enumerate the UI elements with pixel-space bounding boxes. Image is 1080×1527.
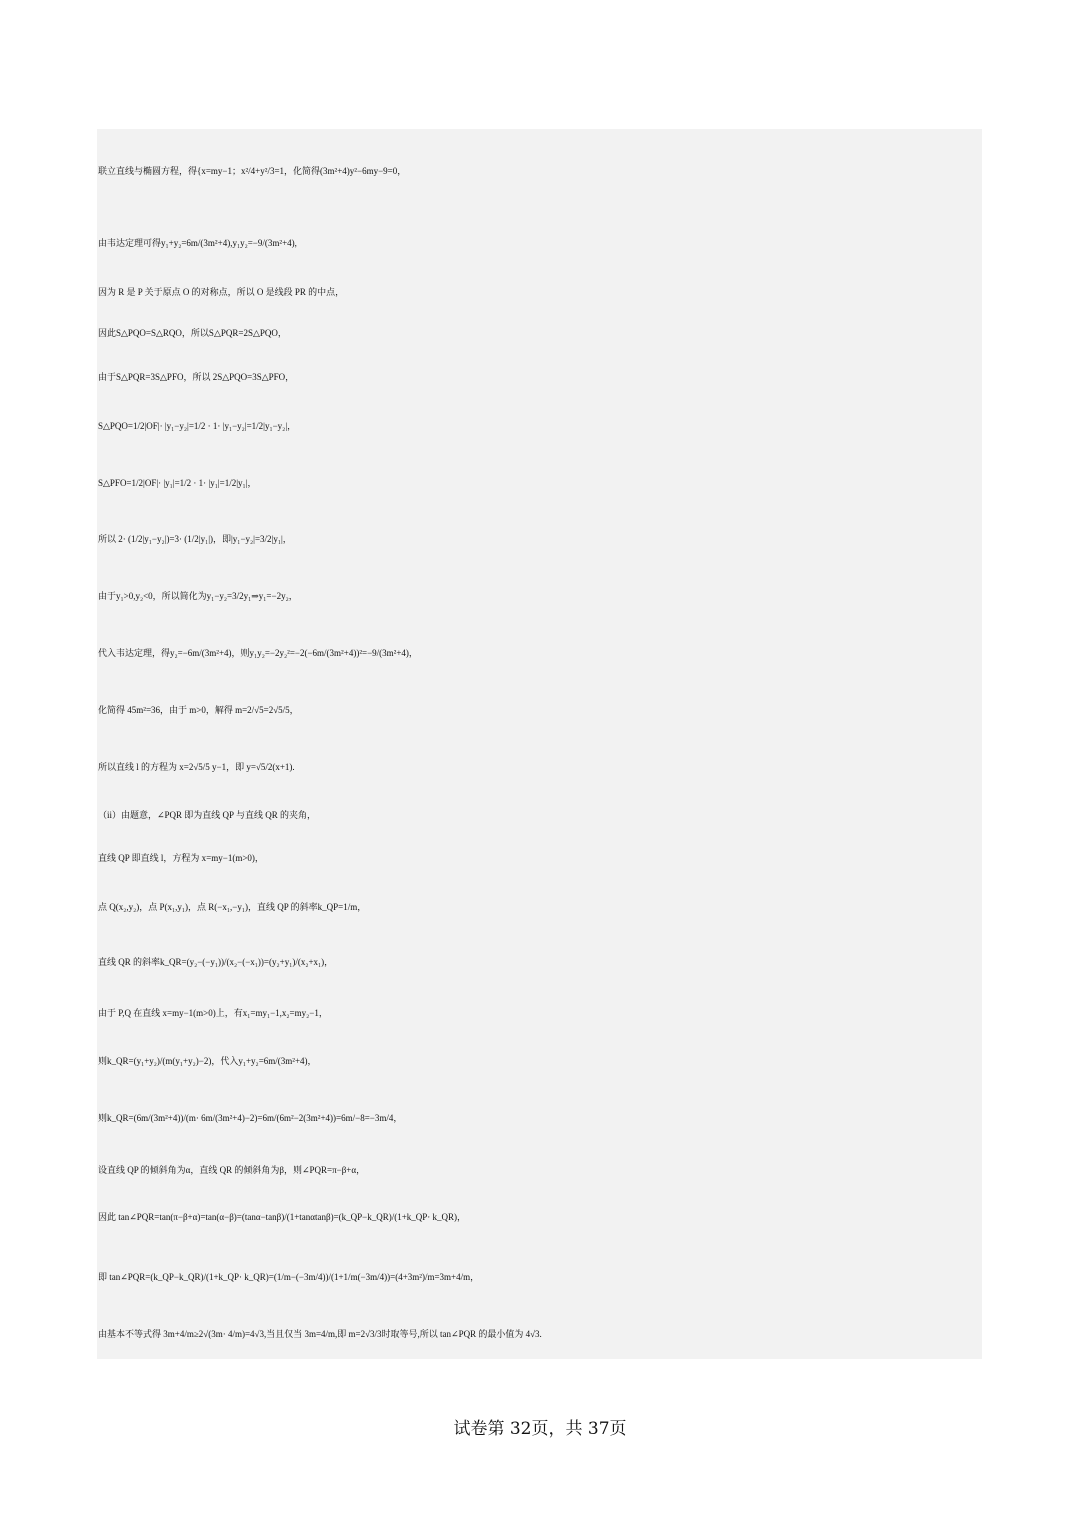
solution-line-1: 联立直线与椭圆方程，得{x=my−1；x²/4+y²/3=1，化简得(3m²+4)y²−6my−9=0， xyxy=(98,166,407,176)
solution-line-11: 化简得 45m²=36，由于 m>0，解得 m=2/√5=2√5/5， xyxy=(98,705,299,715)
solution-line-15: 点 Q(x₂,y₂)，点 P(x₁,y₁)，点 R(−x₁,−y₁)，直线 QP 的斜率k_QP=1/m， xyxy=(98,902,367,912)
solution-line-2: 由韦达定理可得y₁+y₂=6m/(3m²+4),y₁y₂=−9/(3m²+4), xyxy=(98,238,297,248)
solution-line-8: 所以 2· (1/2|y₁−y₂|)=3· (1/2|y₁|)，即|y₁−y₂|=3/2|y₁|， xyxy=(98,534,292,544)
solution-line-23: 由基本不等式得 3m+4/m≥2√(3m· 4/m)=4√3,当且仅当 3m=4/m,即 m=2√3/3时取等号,所以 tan∠PQR 的最小值为 4√3. xyxy=(98,1329,542,1339)
solution-line-19: 则k_QR=(6m/(3m²+4))/(m· 6m/(3m²+4)−2)=6m/(6m²−2(3m²+4))=6m/−8=−3m/4， xyxy=(98,1113,403,1123)
solution-line-9: 由于y₁>0,y₂<0，所以简化为y₁−y₂=3/2y₁⇒y₁=−2y₂， xyxy=(98,591,298,601)
solution-line-21: 因此 tan∠PQR=tan(π−β+α)=tan(α−β)=(tanα−tanβ)/(1+tanαtanβ)=(k_QP−k_QR)/(1+k_QP· k_QR)， xyxy=(98,1212,467,1222)
page-footer: 试卷第 32页，共 37页 xyxy=(453,1419,627,1439)
solution-line-5: 由于S△PQR=3S△PFO，所以 2S△PQO=3S△PFO， xyxy=(98,372,295,382)
solution-line-3: 因为 R 是 P 关于原点 O 的对称点，所以 O 是线段 PR 的中点， xyxy=(98,287,345,297)
solution-line-4: 因此S△PQO=S△RQO，所以S△PQR=2S△PQO， xyxy=(98,328,287,338)
solution-line-12: 所以直线 l 的方程为 x=2√5/5 y−1，即 y=√5/2(x+1). xyxy=(98,762,295,772)
solution-line-10: 代入韦达定理，得y₂=−6m/(3m²+4)，则y₁y₂=−2y₂²=−2(−6m/(3m²+4))²=−9/(3m²+4)， xyxy=(98,648,418,658)
solution-line-7: S△PFO=1/2|OF|· |y₁|=1/2 · 1· |y₁|=1/2|y₁|， xyxy=(98,478,257,488)
solution-line-16: 直线 QR 的斜率k_QR=(y₂−(−y₁))/(x₂−(−x₁))=(y₂+y₁)/(x₂+x₁)， xyxy=(98,957,334,967)
solution-line-17: 由于 P,Q 在直线 x=my−1(m>0)上，有x₁=my₁−1,x₂=my₂−1， xyxy=(98,1008,328,1018)
solution-line-18: 则k_QR=(y₁+y₂)/(m(y₁+y₂)−2)，代入y₁+y₂=6m/(3m²+4)， xyxy=(98,1056,317,1066)
solution-line-6: S△PQO=1/2|OF|· |y₁−y₂|=1/2 · 1· |y₁−y₂|=1/2|y₁−y₂|， xyxy=(98,421,297,431)
solution-line-14: 直线 QP 即直线 l，方程为 x=my−1(m>0)， xyxy=(98,853,264,863)
solution-line-13: （ii）由题意，∠PQR 即为直线 QP 与直线 QR 的夹角， xyxy=(98,810,316,820)
solution-line-20: 设直线 QP 的倾斜角为α，直线 QR 的倾斜角为β，则∠PQR=π−β+α， xyxy=(98,1165,366,1175)
solution-line-22: 即 tan∠PQR=(k_QP−k_QR)/(1+k_QP· k_QR)=(1/m−(−3m/4))/(1+1/m(−3m/4))=(4+3m²)/m=3m+4/m， xyxy=(98,1272,480,1282)
